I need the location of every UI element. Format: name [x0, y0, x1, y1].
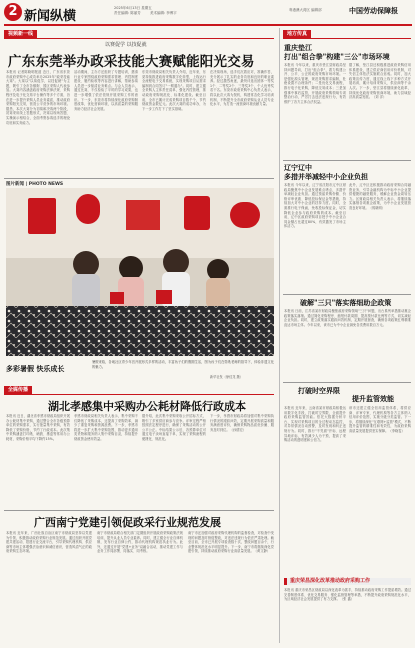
right-story-4-col-b: 该市还建立健全信用监管体系，将供应商、评审专家、代理机构等各方主体纳入信用评价范围，实施分级分类监管。下一步，将继续深化"互联网+监管"模式，不断提升监管的精准性和有效性，为政府采购高质量发展提供坚实保障。（李晓雯）: [349, 406, 411, 433]
top-body-col-3: 东莞市财政局相关负责人介绍，近年来，东莞持续推进政府采购数字化转型，上线运行全流程电子交易系统，实现采购项目从需求编制到合同签订"一网通办"。同时，建立健全采购人主体责任清单，强化内控管理，推动政府采购规范化、标准化建设。截至目前，全市已累计完成采购项目数千个，节约财政资金数亿元。此次大赛的成功举办，为下一步工作打下了坚实基础。: [142, 70, 206, 111]
right-story-5: 本报讯 重庆市荣昌区财政局以深化改革为抓手，持续推动政府采购工作提质增效。通过完善制度体系、优化交易服务、强化监督管理等举措，不断提升政府采购规范化水平，为区域经济社会发展提供了有力支撑。（张 鑫）: [284, 588, 411, 602]
top-headline: 广东东莞举办政采技能大赛赋能阳光交易: [8, 54, 255, 70]
masthead: [4, 3, 412, 25]
right-rule-1: [283, 160, 411, 161]
top-body-col-1: 本报讯 记者陈晓明报道 近日，广东省东莞市政府采购中心成功举办2025年"政采技能大赛"。大赛以"以赛促学，以技促就"为主题，吸引了全市各镇街、园区采购人代表参加。大赛内容涵盖政府采购法律法规、采购程序及电子化交易平台操作等多个方面，旨在进一步提升采购人员业务素质，推动政府采购阳光交易，营造公平竞争的市场环境。据悉，本次大赛分为初赛和决赛两个阶段，初赛采用线上答题形式，决赛以现场答题、实操演示相结合，全面考察参赛选手的理论功底和实务能力。: [6, 70, 70, 125]
photo-title: 多彩暑假 快乐成长: [6, 364, 65, 373]
right-tag-rule: [283, 38, 411, 39]
right-rule-2: [283, 294, 411, 295]
page-number-badge: 2: [4, 3, 22, 21]
bottom-story-2-col-2: 南宁市财政局联合相关部门定期组织开展政府采购政策法规培训，提升从业人员专业素养。同时，建立健全行业自律机制，发布行业自律公约，推动代理机构规范执业行为。此外，还通过开展"党建+业务"双融合活动，推动党建工作与业务工作同部署、同落实、同考核。: [97, 531, 183, 554]
right-headline-4-b: 提升监管效能: [352, 394, 394, 403]
top-tag-rule: [4, 38, 274, 39]
right-headline-2-b: 多措并举减轻中小企业负担: [284, 172, 368, 181]
right-rule-3: [283, 382, 411, 383]
right-story-2-col-b: 此外，辽中区还积极推动政府采购合同融资业务，引导金融机构为中标中小企业提供便捷的融资服务，缓解企业资金周转压力。区财政局相关负责人表示，将继续落实落细各项惠企政策，为中小企业发展营造良好环境。（郭晓明）: [349, 183, 411, 210]
bottom-tag-rule: [4, 394, 274, 395]
photo-label-rule: [4, 178, 274, 179]
top-kicker: 以赛促学 以技促就: [105, 42, 147, 48]
right-story-1-col-a: 本报讯 今年以来，重庆市垫江县财政局坚持问题导向，打出"组合拳"，着力构建公开、公平、公正的政府采购市场环境。一是强化源头管理，规范采购需求编制，杜绝设置不合理条件；二是优化交易流程，推行电子化采购，降低交易成本；三是加强事中事后监管，开展政府采购领域专项整治行动，严厉打击违法违规行为，有效维护了各方主体合法权益。: [284, 63, 346, 104]
masthead-brand: 中国劳动保障报: [349, 6, 398, 15]
bottom-section-tag: 全媒传播: [4, 386, 32, 394]
masthead-date: 2025年6月13日 星期五: [114, 6, 152, 10]
bottom-story-1-col-1: 本报讯 近日，湖北省孝感市财政局组织开展办公耗材集中采购，通过整合全市各级预算单位的采购需求，实行批量集中采购，有效降低了采购价格，节约了行政成本。此次集中采购涵盖打印纸、硒鼓、墨盒等常用办公耗材，采购价格平均下降约15%。: [6, 414, 70, 441]
right-subhead-box: 重庆荣昌深化改革推动政府采购工作: [284, 578, 411, 585]
photo-credit: 新华社发（徐佳龙 摄）: [210, 375, 243, 379]
top-body-col-4: 在决赛现场，选手们沉着应对，准确作答，充分展示了扎实的业务功底和良好的职业素养。经过激烈角逐，最终评选出团体一等奖1个、二等奖2个、三等奖3个，个人优秀奖若干名。东莞市政府采购中心负责人表示，将以此次大赛为契机，构建常态化学习培训机制，不断提升全市政府采购从业人员专业化水平，为打造一流营商环境贡献力量。: [210, 70, 274, 107]
column-divider: [279, 28, 280, 643]
bottom-story-1-col-2: 孝感市财政局相关负责人表示，集中采购不仅降低了采购成本，还提高了采购效率，减少了重复采购和资源浪费。下一步，孝感市将进一步扩大集中采购范围，推动更多通用类货物和服务纳入集中采购目录，持续提升财政资金使用效益。: [74, 414, 138, 441]
news-photo: [6, 188, 274, 356]
photo-label: 图片新闻 | PHOTO NEWS: [6, 182, 64, 187]
bottom-story-1-col-4: 下一步，孝感市财政局将加强对集中采购执行情况的跟踪问效，定期开展采购质量和服务满意度评价，确保采购物品质优价廉、服务及时到位。（孙德宏）: [210, 414, 274, 432]
bottom-story-1-col-3: 据介绍，此次集中采购采取公开招标方式，吸引了多家供应商参与竞争。评审过程严格按照法定程序进行，确保了采购活动的公开公平公正。中标结果公示后，各预算单位可通过电子卖场直接下单，实现了采购流程的便捷化、规范化。: [142, 414, 206, 441]
right-headline-4-a: 打破时空界限: [298, 386, 340, 395]
top-body-col-2: 活动期间，主办方还组织了专题培训，邀请行业专家围绕政府采购需求管理、内控制度建设、履约验收等内容进行讲解，帮助参赛人员进一步厘清业务难点。与会人员表示，通过比赛，不仅检验了平时的学习成果，也进一步增强了依法依规开展采购工作的意识。下一步，东莞市将持续深化政府采购制度改革，优化营商环境，以高质量的采购服务助力经济社会发展。: [74, 70, 138, 111]
bottom-headline-2: 广西南宁党建引领促政采行业规范发展: [34, 516, 221, 529]
masthead-editor: 责任编辑: 陈丽芳: [114, 11, 141, 15]
photo-illustration: [6, 188, 274, 356]
right-headline-1-a: 重庆垫江: [284, 43, 312, 52]
bottom-story-2-col-1: 本报讯 近年来，广西壮族自治区南宁市财政局坚持以党建为引领，积极推动政府采购行业规范发展。通过组织开展党建共建活动，搭建行业交流平台，引导采购代理机构、供应商等市场主体增强法治意识和诚信意识，营造风清气正的政府采购生态环境。: [6, 531, 92, 554]
photo-caption: 暑假来临，各地社区青少年宫开展形式多样的活动，丰富孩子们的假期生活，图为孩子们在剪纸老师的指导下，体验非遗文化的魅力。: [92, 360, 274, 369]
right-story-3: 本报讯 日前，江苏省某市财政局聚焦政府采购领域"三只"问题，出台系列举措推动惠企政策落实落细。通过简化采购程序、缩短付款周期、提高预付款比例等方式，切实减轻企业负担。同时，建立政策落实跟踪问效机制，定期开展督查，确保各项政策红利精准直达市场主体。今年以来，该市已为中小企业减免各类费用数百万元。: [284, 309, 411, 327]
masthead-designer: 美术编辑: 李博宇: [150, 11, 177, 15]
masthead-edition: 粤港澳大湾区 编辑部: [289, 8, 322, 12]
bottom-headline-1: 湖北孝感集中采购办公耗材降低行政成本: [48, 400, 246, 413]
right-headline-1-b: 打出"组合拳"构建"三公"市场环境: [284, 52, 390, 61]
bottom-story-2-col-3: 南宁市还加强对政府采购代理机构的监督检查，对检查中发现的问题及时督促整改，对违法违规行为依法严肃处理。截至目前，全市已开展专项检查数十次，整改问题百余个，行业整体规范化水平明显提升。下一步，南宁市将继续深化党建引领，持续推动政府采购行业高质量发展。（黄文静）: [188, 531, 274, 554]
top-section-tag: 视频新一线: [4, 30, 37, 38]
masthead-rule: [4, 24, 412, 26]
bottom-rule: [4, 510, 274, 511]
right-story-1-col-b: 据了解，垫江县还积极推进政府采购信用体系建设，建立供应商信用评价机制，对失信主体依法实施联合惩戒。同时，加大政策宣传力度，通过线上线下多种方式开展培训，累计培训采购人、供应商等千余人次。下一步，垫江县将继续深化改革，持续优化政府采购营商环境，助力县域经济高质量发展。（刘 洋）: [349, 63, 411, 100]
right-headline-2-a: 辽宁辽中: [284, 163, 312, 172]
right-story-2-col-a: 本报讯 今年以来，辽宁省沈阳市辽中区财政局聚焦中小企业发展难点堵点，多措并举减轻企业负担。通过预留采购份额、价格评审优惠、降低投标保证金等措施，持续加大对中小企业的扶持力度。同时，全面推行电子保函，免收投标保证金，切实降低企业参与政府采购的成本。截至目前，辽中区政府采购项目授予中小企业合同金额占比超过80%，有效激发了市场主体活力。: [284, 183, 346, 229]
right-headline-3: 破解"三只"落实落细助企政策: [300, 298, 392, 307]
section-title: 新闻纵横: [24, 9, 77, 24]
photo-title-box: [6, 358, 86, 378]
right-section-tag: 地方传真: [283, 30, 311, 38]
right-story-4-col-a: 本报讯 近年来，云南省某市财政局积极运用数字化手段，打破时空界限，全面提升政府采购监管效能。依托大数据分析平台，实现对采购项目的全过程动态监控，对异常情况自动预警，及时发现和纠正违规行为。同时，推行"不见面"开标、远程异地评标，有效减少人为干预，提高了采购活动的透明度和公信力。: [284, 406, 346, 443]
